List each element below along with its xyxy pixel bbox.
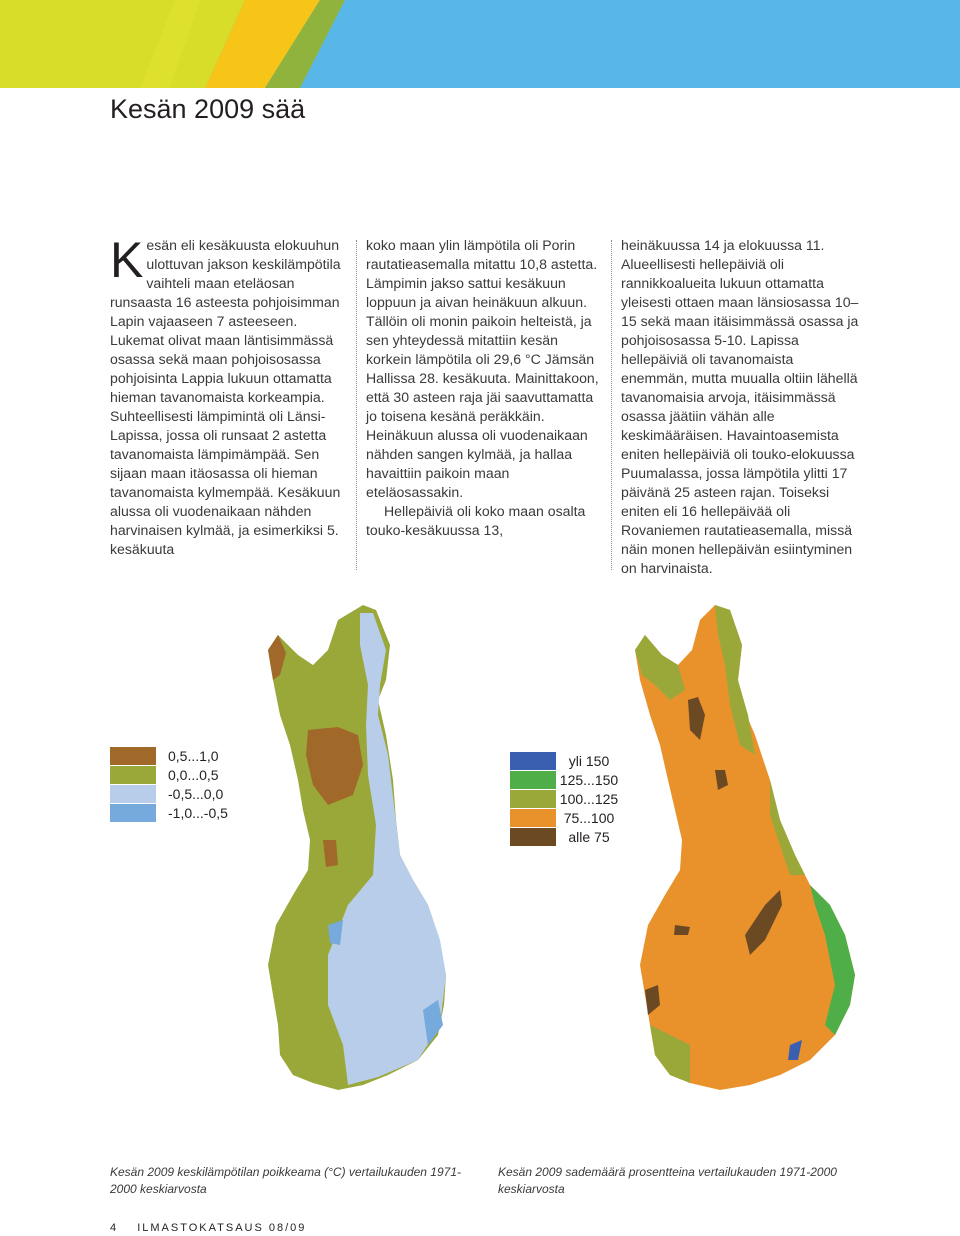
- legend-label: yli 150: [568, 752, 610, 769]
- legend-item: [510, 827, 622, 846]
- legend-item: [110, 803, 228, 822]
- temperature-anomaly-map: [268, 605, 448, 1145]
- precipitation-map: [630, 605, 855, 1145]
- column-divider: [356, 240, 357, 570]
- legend-swatch: [510, 809, 556, 827]
- legend-item: [510, 789, 622, 808]
- article-column-1: [110, 232, 348, 559]
- legend-swatch: [510, 752, 556, 770]
- legend-swatch: [510, 828, 556, 846]
- legend-item: [510, 808, 622, 827]
- drop-cap: K: [110, 232, 144, 288]
- legend-item: [510, 751, 622, 770]
- page-number: 4: [110, 1222, 119, 1234]
- article-column-2: [366, 236, 602, 540]
- legend-swatch: [110, 747, 156, 765]
- figure-caption-temperature: Kesän 2009 keskilämpötilan poikkeama (°C) vertailukauden 1971-2000 keskiarvosta: [110, 1165, 461, 1196]
- page-title: Kesän 2009 sää: [110, 94, 306, 124]
- temperature-legend: [110, 746, 228, 822]
- legend-label: -1,0...-0,5: [168, 804, 228, 821]
- article-column-3: [621, 236, 861, 578]
- legend-swatch: [110, 766, 156, 784]
- legend-swatch: [110, 804, 156, 822]
- legend-label: 100...125: [559, 790, 619, 807]
- article-paragraph: esän eli kesäkuusta elokuuhun ulottuvan jakson keskilämpötila vaihteli maan eteläosan runsaasta 16 asteesta pohjoisimman Lapin vajaaseen 7 asteeseen. Lukemat olivat maan läntisimmässä osassa sekä maan pohjoisosassa pohjoisinta Lappia lukuun ottamatta hieman tavanomaista korkeampia. Suhteellisesti lämpimintä oli Länsi-Lapissa, jossa oli runsaat 2 astetta tavanomaista lämpimämpää. Sen sijaan maan itäosassa oli hieman tavanomaista kylmempää. Kesäkuun alussa oli vuodenaikaan nähden harvinaisen kylmää, ja esimerkiksi 5. kesäkuuta: [110, 237, 341, 557]
- legend-swatch: [510, 790, 556, 808]
- legend-item: [510, 770, 622, 789]
- legend-label: 0,5...1,0: [168, 747, 219, 764]
- publication-name: ILMASTOKATSAUS 08/09: [137, 1222, 307, 1234]
- legend-label: 75...100: [563, 809, 615, 826]
- column-divider: [611, 240, 612, 570]
- legend-swatch: [510, 771, 556, 789]
- legend-item: [110, 746, 228, 765]
- legend-item: [110, 784, 228, 803]
- legend-label: alle 75: [568, 828, 610, 845]
- legend-label: -0,5...0,0: [168, 785, 224, 802]
- legend-label: 0,0...0,5: [168, 766, 219, 783]
- header-banner: [0, 0, 960, 88]
- page-footer: [110, 1222, 306, 1234]
- legend-label: 125...150: [559, 771, 619, 788]
- article-paragraph: koko maan ylin lämpötila oli Porin rautatieasemalla mitattu 10,8 astetta. Lämpimin jakso sattui kesäkuun loppuun ja aivan heinäkuun alkuun. Tällöin oli monin paikoin helteistä, ja sen yhteydessä mitattiin kesän korkein lämpötila oli 29,6 °C Jämsän Hallissa 28. kesäkuuta. Mainittakoon, että 30 asteen raja jäi saavuttamatta jo toisena kesänä peräkkäin. Heinäkuun alussa oli vuodenaikaan nähden sangen kylmää, ja hallaa havaittiin paikoin maan eteläosassakin.: [366, 237, 599, 500]
- article-paragraph: heinäkuussa 14 ja elokuussa 11. Alueellisesti hellepäiviä oli rannikkoalueita lukuun ottamatta yleisesti ottaen maan länsiosassa 10–15 sekä maan itäisimmässä osassa ja pohjoisosassa 5-10. Lapissa hellepäiviä oli tavanomaista enemmän, mutta muualla oltiin lähellä tavanomaisia arvoja, itäisimmässä osassa jäätiin vähän alle keskimääräisen. Havaintoasemista eniten hellepäiviä oli touko-elokuussa Puumalassa, jossa lämpötila ylitti 17 päivänä 25 asteen rajan. Toiseksi eniten eli 16 hellepäivää oli Rovaniemen rautatieasemalla, missä näin monen hellepäivän esiintyminen on harvinaista.: [621, 237, 859, 576]
- article-paragraph: Hellepäiviä oli koko maan osalta touko-kesäkuussa 13,: [366, 503, 586, 538]
- legend-item: [110, 765, 228, 784]
- legend-swatch: [110, 785, 156, 803]
- figure-caption-precipitation: Kesän 2009 sademäärä prosentteina vertailukauden 1971-2000 keskiarvosta: [498, 1165, 837, 1196]
- precipitation-legend: [510, 751, 622, 846]
